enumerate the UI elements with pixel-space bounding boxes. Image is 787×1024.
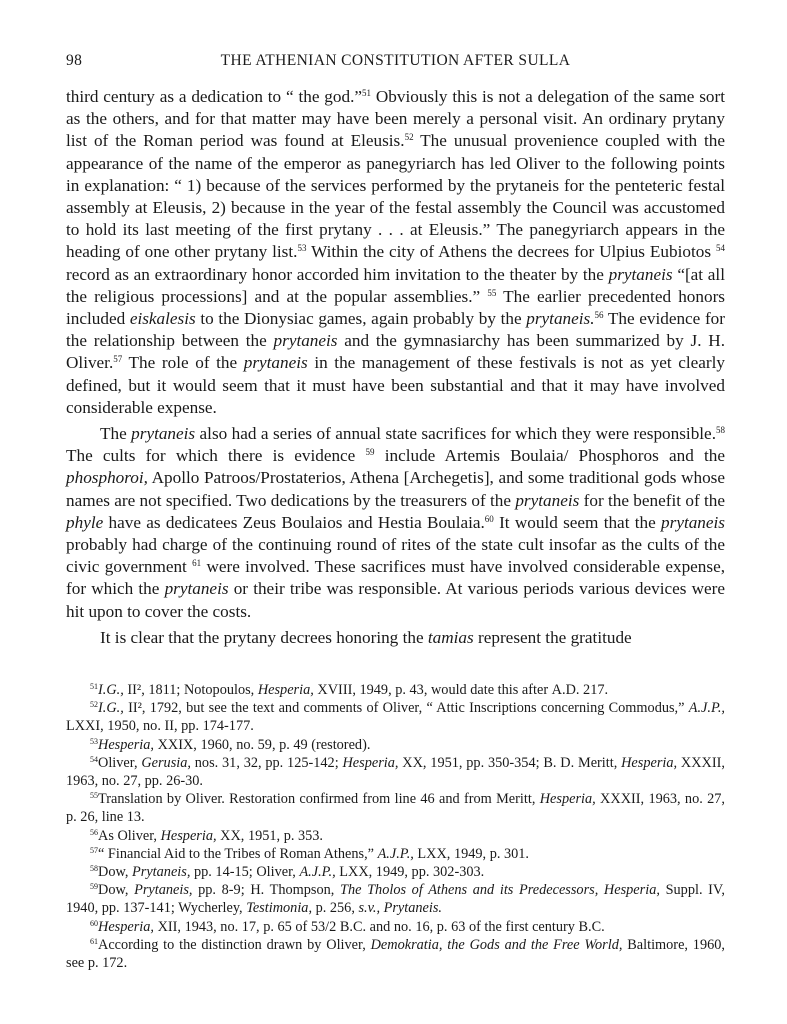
era-abbrev: B.C. [339,918,367,935]
text-run: third century as a dedication to “ the god.” [66,87,363,106]
text-run: XXXII, 1963, no. 27, p. 26, line 13. [66,791,725,826]
italic-term: Prytaneis, [132,864,191,881]
text-run: XX, 1951, p. 353. [216,827,324,844]
text-run: The unusual provenience coupled with the appearance of the name of the emperor as panegyriarch has led Oliver to the following points in explanation: “ 1) because of the services performed by the prytaneis for the penteteric festal assembly at Eleusis, 2) because in the year of the festal assembly the Council was accustomed to hold its last meeting of the first prytany . . . at Eleusis.” The panegyriarch appears in the heading of one other prytany list. [66,131,725,262]
italic-term: phyle [66,512,104,532]
text-run: XVIII, 1949, p. 43, would date this after [313,682,552,698]
text-run: XXIX, 1960, no. 59, p. 49 (restored). [154,736,371,753]
footnote-ref[interactable]: 58 [716,425,725,436]
running-title: THE ATHENIAN CONSTITUTION AFTER SULLA [220,52,571,69]
footnote-60 [66,918,725,936]
text-run: The role of the [122,353,244,373]
italic-term: I.G., [98,682,124,698]
body-text [66,86,725,649]
italic-term: A.J.P., [377,845,414,862]
footnote-ref[interactable]: 51 [362,88,372,98]
italic-term: Gerusia, [141,754,191,771]
footnote-57 [66,845,725,863]
text-run: The cults for which there is evidence [66,446,366,466]
footnote-number: 56 [90,827,98,837]
text-run: Apollo Patroos/Prostaterios, Athena [Archegetis], and some traditional gods whose names are not specified. Two dedications by the treasurers of the [66,468,725,510]
italic-term: Hesperia, [621,754,678,771]
footnote-number: 59 [90,882,98,892]
italic-term: The Tholos of Athens and its Predecessors, Hesperia, [340,882,660,899]
text-run: XII, 1943, no. 17, p. 65 of 53/2 [154,918,340,935]
footnote-52 [66,699,725,735]
text-run: XX, 1951, pp. 350-354; B. D. Meritt, [398,754,622,771]
footnotes [66,681,725,972]
footnote-number: 51 [90,682,98,691]
italic-term: Hesperia, [160,827,217,844]
italic-term: phosphoroi, [66,468,148,488]
text-run: II², 1792, but see the text and comments of Oliver, “ Attic Inscriptions concerning Commodus,” [123,700,689,717]
text-run: “ Financial Aid to the Tribes of Roman Athens,” [98,845,378,862]
paragraph-2 [66,423,725,623]
italic-term: tamias [427,627,474,647]
footnote-number: 58 [90,864,98,874]
footnote-61 [66,936,725,972]
footnote-ref[interactable]: 55 [487,287,497,298]
italic-term: prytaneis. [526,309,595,329]
text-run: nos. 31, 32, pp. 125-142; [190,754,343,771]
italic-term: Hesperia, [98,918,154,935]
italic-term: A.J.P., [299,864,336,881]
text-run: XXXII, 1963, no. 27, pp. 26-30. [66,754,725,790]
footnote-56 [66,827,725,845]
footnote-51 [66,681,725,699]
italic-term: A.J.P., [688,700,725,717]
text-run: LXXI, 1950, no. II, pp. 174-177. [66,718,254,735]
footnote-53 [66,736,725,754]
footnote-number: 54 [90,754,98,764]
text-run: and no. 16, p. 63 of the first century [366,918,579,935]
text-run: and the gymnasiarchy has been summarized by J. H. Oliver. [66,331,725,373]
text-run: The evidence for the relationship between the [66,309,725,351]
footnote-number: 55 [90,791,98,801]
text-run: record as an extraordinary honor accorded him invitation to the theater by the [66,264,609,284]
text-run: were involved. These sacrifices must have involved considerable expense, for which the [66,557,725,599]
text-run: II², 1811; Notopoulos, [123,682,258,698]
italic-term: prytaneis [131,424,196,444]
running-head [66,52,725,74]
italic-term: prytaneis [273,331,338,351]
text-run: Baltimore, 1960, see p. 172. [66,936,725,972]
footnote-ref[interactable]: 57 [113,354,123,365]
text-run: in the management of these festivals is not as yet clearly defined, but it would seem that it must have been substantial and that it may have involved considerable expense. [66,353,725,417]
italic-term: prytaneis [164,579,229,599]
text-run: represent the gratitude [473,627,632,647]
text-run: pp. 14-15; Oliver, [190,864,300,881]
era-abbrev: A.D. [551,682,580,698]
footnote-number: 53 [90,736,98,746]
footnote-ref[interactable]: 54 [716,243,725,254]
italic-term: Hesperia, [98,736,154,753]
text-run: The [100,424,132,444]
italic-term: Demokratia, the Gods and the Free World, [370,936,623,953]
footnote-55 [66,790,725,826]
italic-term: prytaneis [515,490,580,510]
paragraph-3 [66,627,725,649]
paragraph-1 [66,86,725,419]
footnote-ref[interactable]: 53 [297,243,307,254]
text-run: Dow, [98,882,135,899]
text-run: also had a series of annual state sacrifices for which they were responsible. [195,424,716,444]
footnote-number: 60 [90,918,98,928]
footnote-ref[interactable]: 52 [404,132,414,143]
footnote-number: 52 [90,700,98,710]
footnote-ref[interactable]: 60 [484,513,494,524]
text-run: Within the city of Athens the decrees for Ulpius Eubiotos [306,242,716,262]
italic-term: prytaneis [661,512,725,532]
italic-term: prytaneis [243,353,308,373]
text-run: According to the distinction drawn by Oliver, [98,936,371,953]
text-run: Oliver, [98,754,142,771]
page-number: 98 [66,52,83,69]
text-run: As Oliver, [98,827,161,844]
text-run: It would seem that the [493,512,662,532]
era-abbrev: B.C. [578,918,605,935]
text-run: Translation by Oliver. Restoration confirmed from line 46 and from Meritt, [98,791,540,808]
footnote-number: 57 [90,845,98,855]
text-run: Suppl. IV, 1940, pp. 137-141; Wycherley, [66,882,725,917]
italic-term: Prytaneis, [134,882,193,899]
text-run: It is clear that the prytany decrees honoring the [100,627,428,647]
text-run: to the Dionysiac games, again probably by the [195,309,527,329]
italic-term: Testimonia, [246,900,313,917]
text-run: p. 256, [312,900,359,917]
italic-term: Hesperia, [257,682,314,698]
footnote-ref[interactable]: 56 [594,310,604,321]
text-run: “[at all the religious processions] and at the popular assemblies.” [66,264,725,306]
footnote-59 [66,881,725,917]
footnote-number: 61 [90,936,98,946]
footnote-ref[interactable]: 59 [365,447,375,458]
italic-term: Hesperia, [342,754,399,771]
text-run: include Artemis Boulaia/ Phosphoros and the [374,446,725,466]
footnote-54 [66,754,725,790]
text-run: pp. 8-9; H. Thompson, [192,882,340,899]
text-run: LXX, 1949, pp. 302-303. [335,864,485,881]
text-run: have as dedicatees Zeus Boulaios and Hestia Boulaia. [103,512,485,532]
italic-term: I.G., [98,700,124,717]
text-run: Obviously this is not a delegation of the same sort as the others, and for that matter may have been merely a personal visit. An ordinary prytany list of the Roman period was found at Eleusis. [66,87,725,151]
footnote-58 [66,863,725,881]
text-run: for the benefit of the [579,490,725,510]
italic-term: prytaneis [608,264,673,284]
italic-term: eiskalesis [129,309,196,329]
italic-term: s.v., Prytaneis. [358,900,442,917]
text-run: 217. [579,682,609,698]
text-run: Dow, [98,864,133,881]
italic-term: Hesperia, [539,791,596,808]
text-run: The earlier precedented honors included [66,286,725,329]
text-run: or their tribe was responsible. At various periods various devices were hit upon to cover the costs. [66,579,725,621]
text-run: LXX, 1949, p. 301. [413,845,530,862]
text-run: probably had charge of the continuing round of rites of the state cult insofar as the cults of the civic government [66,535,725,577]
footnote-ref[interactable]: 61 [192,558,202,569]
